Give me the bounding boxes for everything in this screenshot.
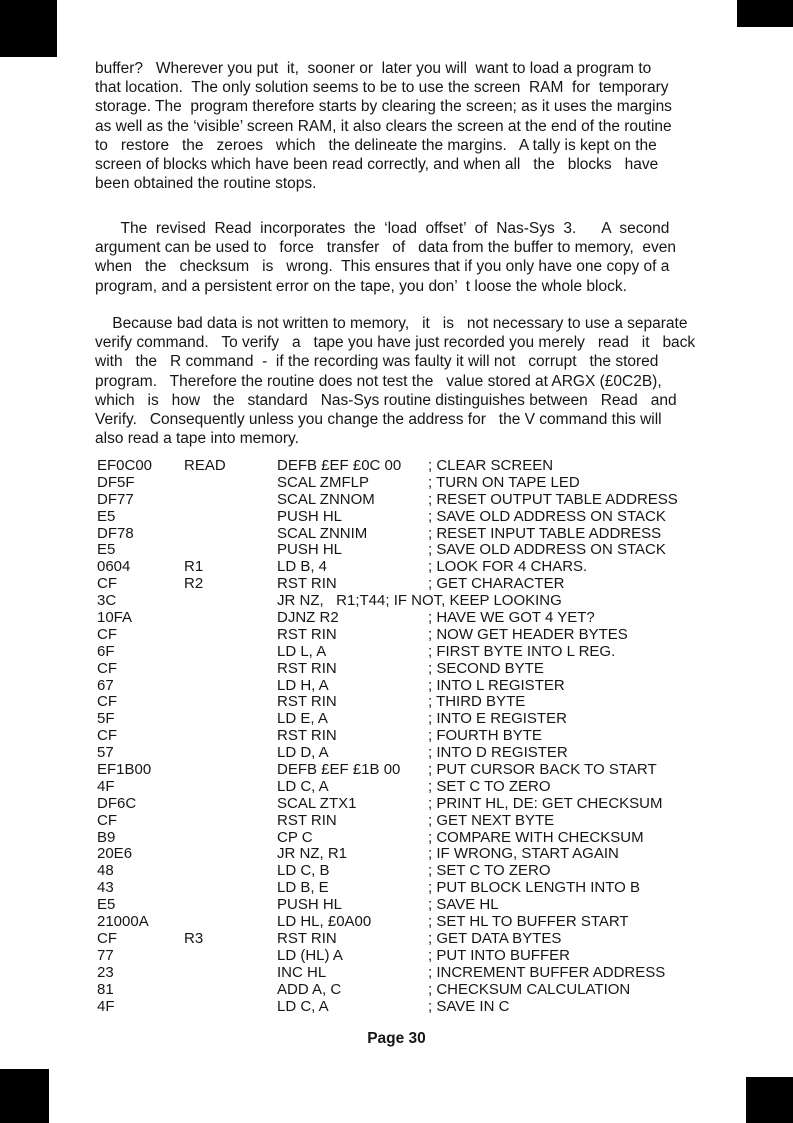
code-instruction: LD C, A — [277, 777, 329, 795]
code-instruction: LD C, A — [277, 997, 329, 1015]
code-row — [95, 897, 755, 914]
code-instruction: SCAL ZNNOM — [277, 490, 375, 508]
code-row — [95, 509, 755, 526]
code-comment: ; IF WRONG, START AGAIN — [428, 845, 619, 863]
code-row — [95, 593, 755, 610]
code-comment: ; THIRD BYTE — [428, 693, 526, 711]
code-listing — [95, 458, 755, 1015]
code-instruction: RST RIN — [277, 625, 337, 643]
paragraph-buffer — [95, 59, 672, 193]
code-row — [95, 796, 755, 813]
text-line: screen of blocks which have been read correctly, and when all the blocks have — [95, 156, 659, 174]
code-comment: ; RESET OUTPUT TABLE ADDRESS — [428, 490, 678, 508]
code-hex-bytes: CF — [97, 625, 117, 643]
code-row — [95, 678, 755, 695]
code-instruction: LD B, E — [277, 879, 329, 897]
code-hex-bytes: CF — [97, 659, 117, 677]
code-hex-bytes: B9 — [97, 828, 116, 846]
code-instruction: RST RIN — [277, 575, 337, 593]
code-instruction: JR NZ, R1 — [277, 845, 348, 863]
code-hex-bytes: CF — [97, 929, 117, 947]
code-hex-bytes: E5 — [97, 507, 116, 525]
text-line: which is how the standard Nas-Sys routine distinguishes between Read and — [95, 391, 677, 409]
code-row — [95, 694, 755, 711]
code-label: R1 — [184, 558, 204, 576]
code-instruction: DEFB £EF £1B 00 — [277, 761, 401, 779]
code-comment: ; GET NEXT BYTE — [428, 811, 555, 829]
code-row — [95, 948, 755, 965]
text-line: as well as the ‘visible’ screen RAM, it also clears the screen at the end of the routine — [95, 117, 672, 135]
code-hex-bytes: 0604 — [97, 558, 131, 576]
code-instruction: INC HL — [277, 963, 327, 981]
code-comment: ; SAVE OLD ADDRESS ON STACK — [428, 541, 666, 559]
code-instruction: LD H, A — [277, 676, 329, 694]
code-hex-bytes: 20E6 — [97, 845, 133, 863]
code-instruction: RST RIN — [277, 693, 337, 711]
text-line: storage. The program therefore starts by clearing the screen; as it uses the margins — [95, 98, 672, 116]
code-instruction: DJNZ R2 — [277, 609, 339, 627]
code-instruction: SCAL ZMFLP — [277, 473, 369, 491]
code-row — [95, 542, 755, 559]
code-instruction: LD C, B — [277, 862, 330, 880]
code-comment: ; TURN ON TAPE LED — [428, 473, 580, 491]
code-row — [95, 728, 755, 745]
text-line: The revised Read incorporates the ‘load offset’ of Nas-Sys 3. A second — [95, 220, 670, 237]
code-hex-bytes: 5F — [97, 710, 115, 728]
code-instruction: RST RIN — [277, 727, 337, 745]
text-line: to restore the zeroes which the delineate the margins. A tally is kept on the — [95, 136, 657, 154]
code-comment: ; FIRST BYTE INTO L REG. — [428, 642, 616, 660]
code-hex-bytes: EF0C00 — [97, 457, 153, 474]
code-comment: ; INTO L REGISTER — [428, 676, 565, 694]
text-line: that location. The only solution seems to be to use the screen RAM for temporary — [95, 79, 669, 97]
code-comment: ; SET C TO ZERO — [428, 777, 551, 795]
code-row — [95, 644, 755, 661]
text-line: Verify. Consequently unless you change the address for the V command this will — [95, 411, 662, 429]
code-comment: ; NOW GET HEADER BYTES — [428, 625, 628, 643]
code-row — [95, 610, 755, 627]
code-row — [95, 880, 755, 897]
code-label: R2 — [184, 575, 204, 593]
corner-mark-top-right — [737, 0, 793, 27]
code-comment: ; SAVE OLD ADDRESS ON STACK — [428, 507, 666, 525]
code-label: READ — [184, 457, 226, 474]
code-row — [95, 965, 755, 982]
code-row — [95, 559, 755, 576]
code-row — [95, 745, 755, 762]
code-comment: ; HAVE WE GOT 4 YET? — [428, 609, 595, 627]
code-comment: ; SET HL TO BUFFER START — [428, 913, 629, 931]
code-instruction: CP C — [277, 828, 313, 846]
code-comment: ; PUT CURSOR BACK TO START — [428, 761, 657, 779]
code-instruction: LD (HL) A — [277, 946, 343, 964]
code-hex-bytes: CF — [97, 811, 117, 829]
code-comment: ; FOURTH BYTE — [428, 727, 542, 745]
code-hex-bytes: DF77 — [97, 490, 134, 508]
code-row — [95, 661, 755, 678]
code-comment: ; SAVE HL — [428, 896, 499, 914]
code-instruction: RST RIN — [277, 811, 337, 829]
code-instruction: LD L, A — [277, 642, 327, 660]
code-row — [95, 931, 755, 948]
text-line: when the checksum is wrong. This ensures that if you only have one copy of a — [95, 258, 670, 276]
code-row — [95, 711, 755, 728]
code-comment: ; CLEAR SCREEN — [428, 457, 554, 474]
text-line: with the R command - if the recording was faulty it will not corrupt the stored — [95, 353, 659, 371]
code-comment: ; SET C TO ZERO — [428, 862, 551, 880]
code-row — [95, 830, 755, 847]
corner-mark-top-left — [0, 0, 57, 57]
code-row — [95, 475, 755, 492]
corner-mark-bottom-left — [0, 1069, 49, 1123]
code-row — [95, 999, 755, 1016]
code-instruction: DEFB £EF £0C 00 — [277, 457, 402, 474]
code-row — [95, 982, 755, 999]
text-line: argument can be used to force transfer of data from the buffer to memory, even — [95, 239, 676, 257]
code-hex-bytes: 21000A — [97, 913, 149, 931]
text-line: program, and a persistent error on the tape, you don’ t loose the whole block. — [95, 277, 627, 295]
text-line: verify command. To verify a tape you have just recorded you merely read it back — [95, 334, 696, 352]
text-line: buffer? Wherever you put it, sooner or later you will want to load a program to — [95, 60, 652, 77]
code-hex-bytes: DF78 — [97, 524, 134, 542]
code-comment: ; INTO E REGISTER — [428, 710, 567, 728]
code-hex-bytes: CF — [97, 727, 117, 745]
paragraph-verify — [95, 314, 695, 448]
code-comment: ; RESET INPUT TABLE ADDRESS — [428, 524, 662, 542]
code-hex-bytes: 67 — [97, 676, 114, 694]
code-hex-bytes: E5 — [97, 896, 116, 914]
code-hex-bytes: DF6C — [97, 794, 137, 812]
code-hex-bytes: CF — [97, 693, 117, 711]
code-instruction: LD B, 4 — [277, 558, 328, 576]
code-instruction: SCAL ZNNIM — [277, 524, 368, 542]
code-hex-bytes: E5 — [97, 541, 116, 559]
code-hex-bytes: 6F — [97, 642, 115, 660]
code-comment: ; PUT BLOCK LENGTH INTO B — [428, 879, 640, 897]
code-row — [95, 914, 755, 931]
code-comment: ; SECOND BYTE — [428, 659, 544, 677]
code-row — [95, 458, 755, 475]
code-hex-bytes: 3C — [97, 592, 117, 610]
page-number: Page 30 — [367, 1030, 426, 1047]
code-instruction: LD E, A — [277, 710, 328, 728]
text-line: program. Therefore the routine does not test the value stored at ARGX (£0C2B), — [95, 372, 662, 390]
code-row — [95, 846, 755, 863]
code-hex-bytes: 57 — [97, 744, 114, 762]
code-hex-bytes: 4F — [97, 777, 115, 795]
code-row — [95, 627, 755, 644]
code-comment: ; CHECKSUM CALCULATION — [428, 980, 631, 998]
paragraph-revised-read — [95, 219, 676, 296]
code-hex-bytes: 4F — [97, 997, 115, 1015]
text-line: Because bad data is not written to memory, it is not necessary to use a separate — [95, 315, 688, 332]
code-hex-bytes: EF1B00 — [97, 761, 152, 779]
code-comment: ; LOOK FOR 4 CHARS. — [428, 558, 588, 576]
code-instruction: RST RIN — [277, 659, 337, 677]
code-row — [95, 813, 755, 830]
code-row — [95, 762, 755, 779]
code-hex-bytes: 10FA — [97, 609, 133, 627]
code-comment: ; PUT INTO BUFFER — [428, 946, 570, 964]
code-hex-bytes: 23 — [97, 963, 114, 981]
code-comment: ; GET CHARACTER — [428, 575, 565, 593]
code-label: R3 — [184, 929, 204, 947]
code-instruction: JR NZ, R1;T44; IF NOT, KEEP LOOKING — [277, 592, 562, 610]
code-instruction: PUSH HL — [277, 541, 343, 559]
code-comment: ; PRINT HL, DE: GET CHECKSUM — [428, 794, 663, 812]
code-row — [95, 492, 755, 509]
code-row — [95, 526, 755, 543]
code-hex-bytes: DF5F — [97, 473, 135, 491]
code-instruction: PUSH HL — [277, 507, 343, 525]
code-row — [95, 576, 755, 593]
code-instruction: SCAL ZTX1 — [277, 794, 357, 812]
code-instruction: LD D, A — [277, 744, 329, 762]
code-instruction: ADD A, C — [277, 980, 342, 998]
code-comment: ; SAVE IN C — [428, 997, 510, 1015]
code-hex-bytes: 43 — [97, 879, 114, 897]
corner-mark-bottom-right — [746, 1077, 793, 1123]
text-line: been obtained the routine stops. — [95, 175, 317, 193]
code-instruction: LD HL, £0A00 — [277, 913, 372, 931]
code-comment: ; INCREMENT BUFFER ADDRESS — [428, 963, 666, 981]
code-comment: ; INTO D REGISTER — [428, 744, 568, 762]
code-row — [95, 779, 755, 796]
code-hex-bytes: 81 — [97, 980, 114, 998]
text-line: also read a tape into memory. — [95, 430, 299, 448]
code-instruction: PUSH HL — [277, 896, 343, 914]
code-comment: ; COMPARE WITH CHECKSUM — [428, 828, 644, 846]
code-hex-bytes: 48 — [97, 862, 114, 880]
code-instruction: RST RIN — [277, 929, 337, 947]
code-comment: ; GET DATA BYTES — [428, 929, 562, 947]
code-hex-bytes: 77 — [97, 946, 114, 964]
code-row — [95, 863, 755, 880]
code-hex-bytes: CF — [97, 575, 117, 593]
